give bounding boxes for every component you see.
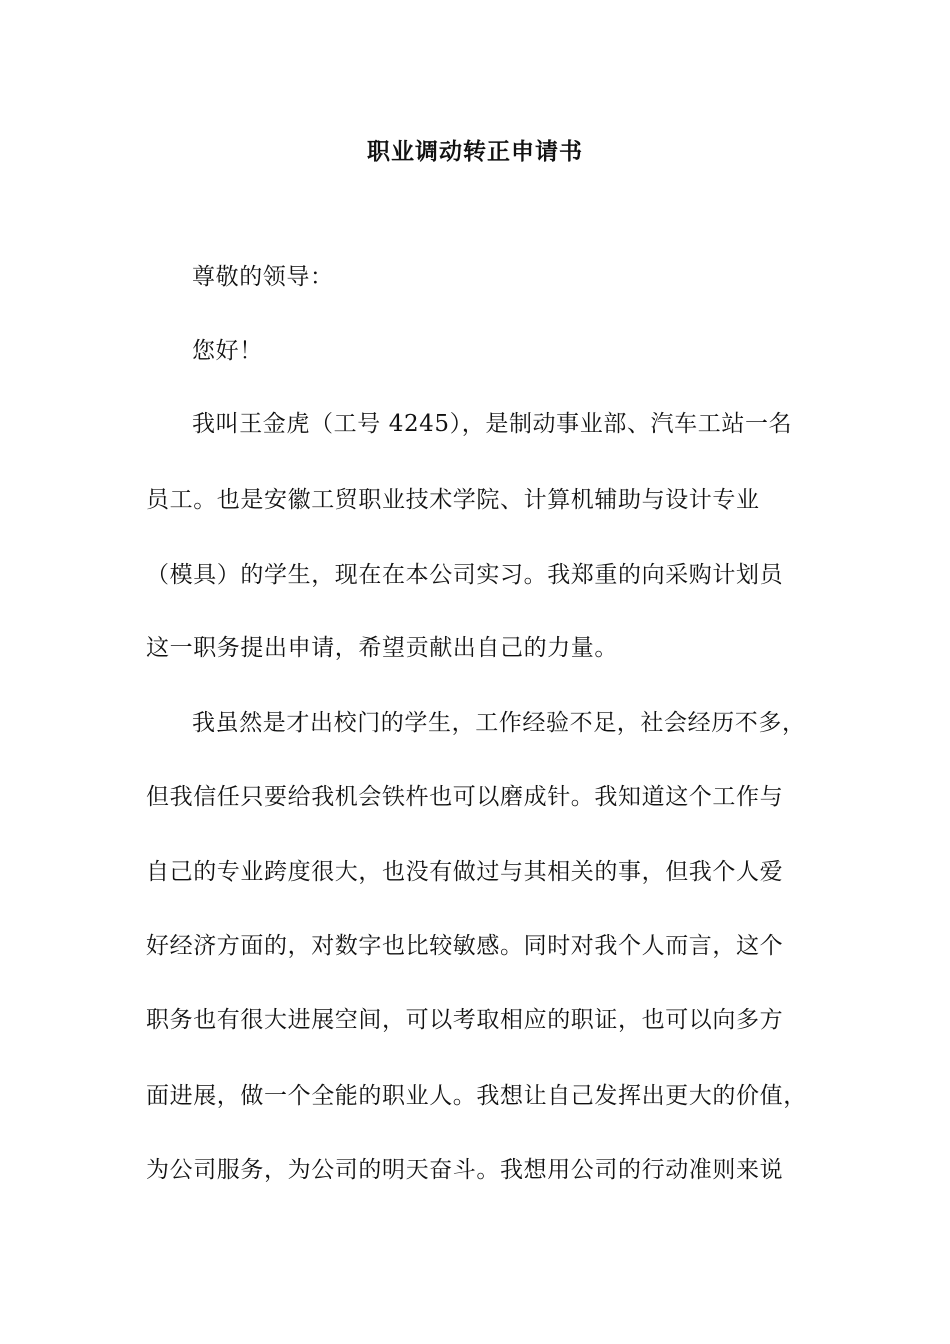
body-line: 自己的专业跨度很大，也没有做过与其相关的事，但我个人爱 — [146, 859, 784, 885]
body-line: 为公司服务，为公司的明天奋斗。我想用公司的行动准则来说 — [146, 1157, 784, 1183]
salutation-line: 尊敬的领导： — [192, 264, 334, 290]
body-line: 我虽然是才出校门的学生，工作经验不足，社会经历不多， — [192, 710, 806, 736]
body-line: 我叫王金虎（工号 4245），是制动事业部、汽车工站一名 — [192, 411, 793, 437]
body-line: 员工。也是安徽工贸职业技术学院、计算机辅助与设计专业 — [146, 487, 760, 513]
body-line: （模具）的学生，现在在本公司实习。我郑重的向采购计划员 — [146, 562, 784, 588]
body-line: 面进展，做一个全能的职业人。我想让自己发挥出更大的价值， — [146, 1083, 807, 1109]
body-line: 好经济方面的，对数字也比较敏感。同时对我个人而言，这个 — [146, 933, 784, 959]
document-title: 职业调动转正申请书 — [367, 139, 583, 165]
greeting-line: 您好！ — [192, 338, 263, 364]
body-line: 职务也有很大进展空间，可以考取相应的职证，也可以向多方 — [146, 1007, 784, 1033]
body-line: 这一职务提出申请，希望贡献出自己的力量。 — [146, 635, 618, 661]
body-line: 但我信任只要给我机会铁杵也可以磨成针。我知道这个工作与 — [146, 784, 784, 810]
